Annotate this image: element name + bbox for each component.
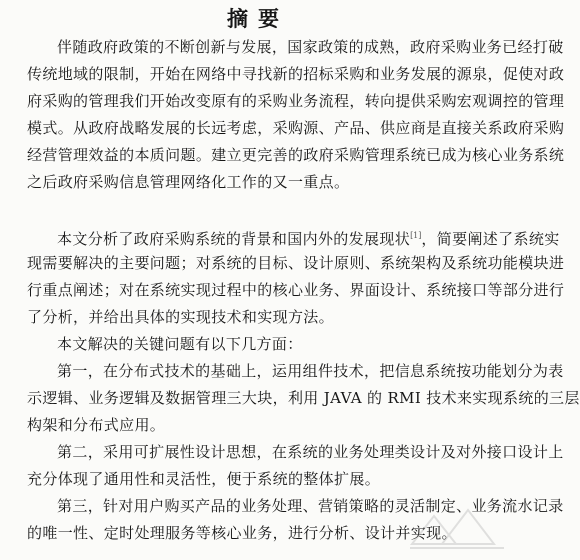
- paragraph-2-line-1: [57, 226, 560, 249]
- paragraph-2-line-3: 行重点阐述；对在系统实现过程中的核心业务、界面设计、系统接口等部分进行: [27, 281, 565, 299]
- paragraph-5-line-2: 充分体现了通用性和灵活性，便于系统的整体扩展。: [27, 470, 381, 488]
- paragraph-2-line-1-tail: ，简要阐述了系统实: [421, 230, 560, 248]
- paragraph-3-line-1: 本文解决的关键问题有以下几方面：: [57, 335, 303, 353]
- paragraph-4-line-2: 示逻辑、业务逻辑及数据管理三大块，利用 JAVA 的 RMI 技术来实现系统的三层: [27, 389, 580, 407]
- citation-marker: [1]: [410, 231, 422, 240]
- paragraph-2-line-4: 了分析，并给出具体的实现技术和实现方法。: [27, 308, 335, 326]
- page-title: 摘要: [227, 7, 289, 31]
- paragraph-1-line-4: 模式。从政府战略发展的长远考虑，采购源、产品、供应商是直接关系政府采购: [27, 119, 565, 137]
- paragraph-1-line-3: 府采购的管理我们开始改变原有的采购业务流程，转向提供采购宏观调控的管理: [27, 92, 565, 110]
- paragraph-1-line-5: 经营管理效益的本质问题。建立更完善的政府采购管理系统已成为核心业务系统: [27, 146, 565, 164]
- paragraph-1-line-2: 传统地域的限制，开始在网络中寻找新的招标采购和业务发展的源泉，促使对政: [27, 65, 565, 83]
- paragraph-1-line-6: 之后政府采购信息管理网络化工作的又一重点。: [27, 173, 350, 191]
- paragraph-6-line-2: 的唯一性、定时处理服务等核心业务，进行分析、设计并实现。: [27, 524, 457, 542]
- watermark-logo-icon: [402, 496, 512, 556]
- paragraph-5-line-1: 第二，采用可扩展性设计思想，在系统的业务处理类设计及对外接口设计上: [57, 443, 564, 461]
- paragraph-6-line-1: 第三，针对用户购买产品的业务处理、营销策略的灵活制定、业务流水记录: [57, 497, 564, 515]
- paragraph-1-line-1: 伴随政府政策的不断创新与发展，国家政策的成熟，政府采购业务已经打破: [57, 38, 564, 56]
- paragraph-2-line-1-text: 本文分析了政府采购系统的背景和国内外的发展现状: [57, 230, 411, 248]
- paragraph-2-line-2: 现需要解决的主要问题；对系统的目标、设计原则、系统架构及系统功能模块进: [27, 254, 565, 272]
- paragraph-4-line-3: 构架和分布式应用。: [27, 416, 166, 434]
- paragraph-4-line-1: 第一，在分布式技术的基础上，运用组件技术，把信息系统按功能划分为表: [57, 362, 564, 380]
